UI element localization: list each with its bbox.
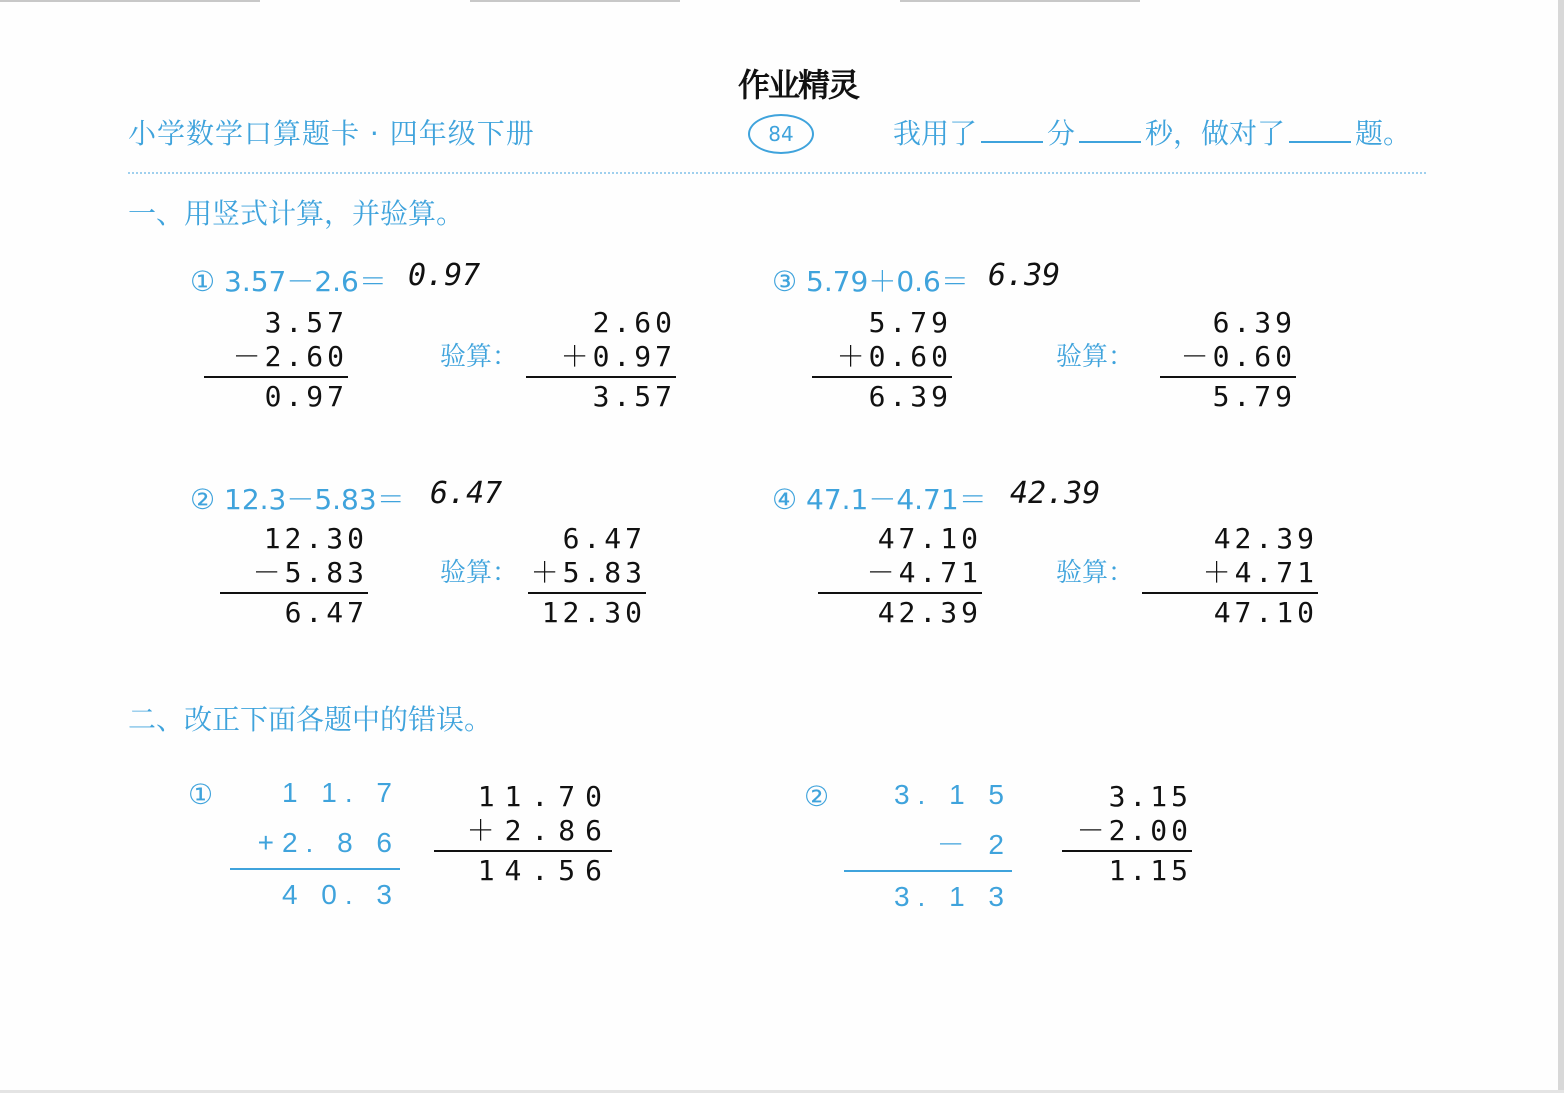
header-divider	[128, 172, 1426, 174]
timer-text: 分	[1047, 117, 1076, 150]
check-row: 47.10	[1213, 596, 1318, 629]
work-row: 14.56	[477, 854, 612, 887]
check-row: 6.47	[562, 522, 646, 555]
check-row: 2.60	[592, 306, 676, 339]
check-row: 42.39	[1213, 522, 1318, 555]
timer-text: 秒，做对了	[1145, 117, 1286, 150]
check-row: ＋4.71	[1202, 556, 1318, 589]
work-row: 6.47	[284, 596, 368, 629]
verify-label: 验算：	[1056, 558, 1135, 588]
printed-row: 3. 1 3	[893, 881, 1012, 912]
problem-1-check	[526, 306, 676, 414]
minutes-blank[interactable]	[981, 117, 1043, 143]
work-row: －4.71	[866, 556, 982, 589]
page-number-badge	[748, 114, 814, 154]
scan-edge-right	[1558, 0, 1564, 1093]
work-row: 3.15	[1108, 780, 1192, 813]
problem-2-equation: ② 12.3－5.83＝	[190, 483, 405, 516]
work-row: －5.83	[252, 556, 368, 589]
work-row: 5.79	[868, 306, 952, 339]
timer-text: 题。	[1355, 117, 1412, 150]
check-row: 5.79	[1212, 380, 1296, 413]
check-row: －0.60	[1180, 340, 1296, 373]
verify-label: 验算：	[440, 342, 519, 372]
correction-1-work	[434, 780, 612, 888]
page-number: 84	[768, 122, 794, 146]
timer-line	[893, 112, 1411, 152]
work-row: 3.57	[264, 306, 348, 339]
problem-3-check	[1160, 306, 1296, 414]
check-row: 3.57	[592, 380, 676, 413]
correction-1-printed	[230, 768, 400, 920]
problem-1-answer: 0.97	[408, 258, 481, 293]
problem-4-equation: ④ 47.1－4.71＝	[772, 483, 987, 516]
correction-2-work	[1062, 780, 1192, 888]
problem-4-work	[818, 522, 982, 630]
work-row: 47.10	[877, 522, 982, 555]
printed-row: 1 1. 7	[281, 777, 400, 808]
section-2-heading: 二、改正下面各题中的错误。	[128, 703, 493, 736]
work-row: －2.60	[232, 340, 348, 373]
problem-1-work	[204, 306, 348, 414]
correction-1-marker: ①	[188, 778, 214, 811]
problem-3-work	[812, 306, 952, 414]
work-row: 1.15	[1108, 854, 1192, 887]
scan-edge	[900, 0, 1140, 2]
check-row: 6.39	[1212, 306, 1296, 339]
work-row: ＋2.86	[466, 814, 612, 847]
problem-2-answer: 6.47	[430, 476, 503, 511]
correct-count-blank[interactable]	[1289, 117, 1351, 143]
seconds-blank[interactable]	[1079, 117, 1141, 143]
work-row: 42.39	[877, 596, 982, 629]
problem-1-equation: ① 3.57－2.6＝	[190, 265, 387, 298]
work-row: ＋0.60	[836, 340, 952, 373]
problem-2-check	[528, 522, 646, 630]
check-row: ＋5.83	[530, 556, 646, 589]
section-1-heading: 一、用竖式计算，并验算。	[128, 197, 465, 230]
printed-row: 3. 1 5	[893, 779, 1012, 810]
printed-row: +2. 8 6	[257, 827, 400, 858]
work-row: 6.39	[868, 380, 952, 413]
problem-3-equation: ③ 5.79＋0.6＝	[772, 265, 969, 298]
book-title: 小学数学口算题卡 · 四年级下册	[128, 117, 535, 150]
verify-label: 验算：	[1056, 342, 1135, 372]
correction-2-marker: ②	[804, 780, 830, 813]
verify-label: 验算：	[440, 558, 519, 588]
work-row: 11.70	[477, 780, 612, 813]
check-row: 12.30	[541, 596, 646, 629]
problem-4-check	[1142, 522, 1318, 630]
problem-4-answer: 42.39	[1010, 476, 1101, 511]
work-row: －2.00	[1076, 814, 1192, 847]
check-row: ＋0.97	[560, 340, 676, 373]
scan-edge	[470, 0, 680, 2]
correction-2-printed	[844, 770, 1012, 922]
printed-row: 4 0. 3	[281, 879, 400, 910]
printed-row: － 2	[936, 829, 1012, 860]
problem-3-answer: 6.39	[988, 258, 1061, 293]
work-row: 12.30	[263, 522, 368, 555]
timer-text: 我用了	[893, 117, 978, 150]
scan-edge	[0, 0, 260, 2]
problem-2-work	[220, 522, 368, 630]
handwritten-stamp: 作业精灵	[738, 66, 859, 104]
work-row: 0.97	[264, 380, 348, 413]
